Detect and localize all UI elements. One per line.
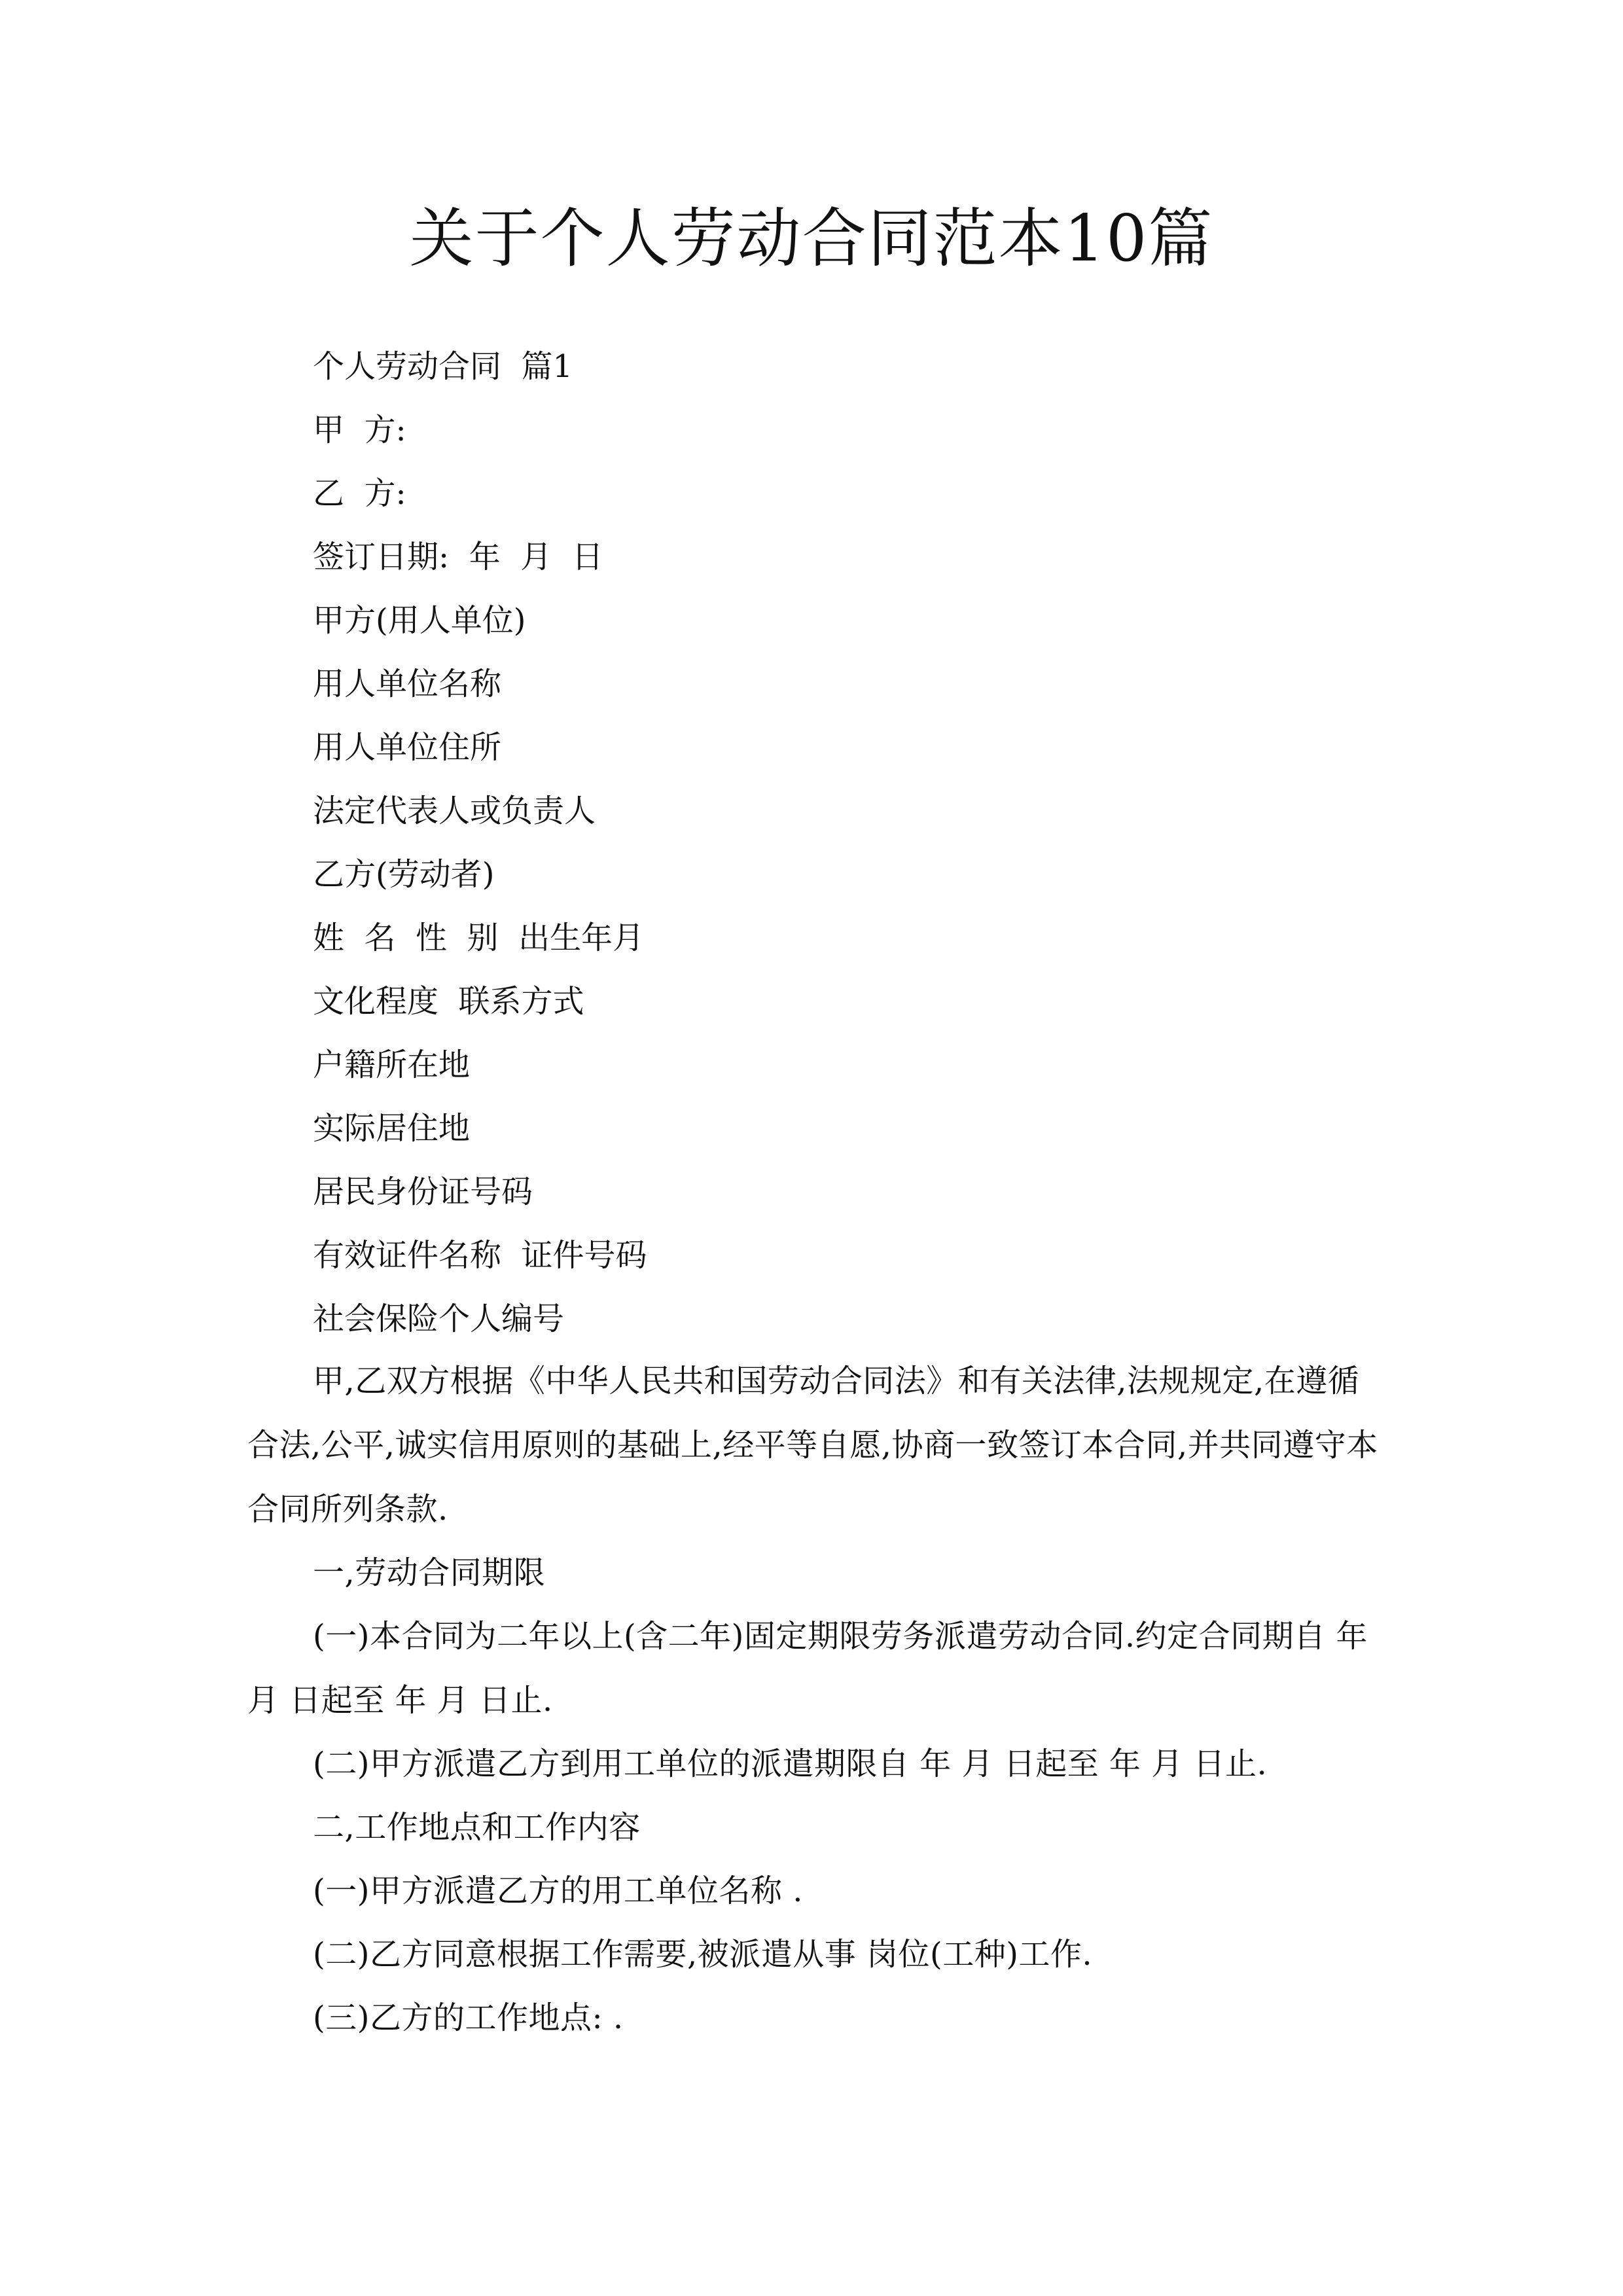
contract-preamble-paragraph: 甲,乙双方根据《中华人民共和国劳动合同法》和有关法律,法规规定,在遵循合法,公平,诚实信用原则的基础上,经平等自愿,协商一致签订本合同,并共同遵守本合同所列条款.	[247, 1363, 1378, 1528]
clause-paragraph: (二)乙方同意根据工作需要,被派遣从事 岗位(工种)工作.	[313, 1936, 1093, 1973]
party-b-line: 乙 方:	[313, 475, 406, 512]
id-number-line: 居民身份证号码	[313, 1174, 533, 1210]
social-insurance-line: 社会保险个人编号	[313, 1300, 565, 1337]
clause-paragraph: (一)甲方派遣乙方的用工单位名称 .	[313, 1873, 803, 1909]
clause-heading: 一,劳动合同期限	[313, 1554, 546, 1591]
clause-paragraph: (三)乙方的工作地点: .	[313, 2000, 624, 2036]
clause-paragraph: (一)本合同为二年以上(含二年)固定期限劳务派遣劳动合同.约定合同期自 年 月 日起至 年 月 日止.	[247, 1618, 1368, 1719]
household-registration-line: 户籍所在地	[313, 1047, 471, 1083]
name-gender-birth-line: 姓 名 性 别 出生年月	[313, 920, 645, 956]
clause-paragraph: (二)甲方派遣乙方到用工单位的派遣期限自 年 月 日起至 年 月 日止.	[313, 1746, 1268, 1782]
education-contact-line: 文化程度 联系方式	[313, 983, 584, 1020]
employer-address-line: 用人单位住所	[313, 729, 502, 766]
employee-heading: 乙方(劳动者)	[313, 856, 495, 893]
document-title: 关于个人劳动合同范本10篇	[409, 202, 1214, 276]
actual-residence-line: 实际居住地	[313, 1110, 471, 1147]
party-a-line: 甲 方:	[313, 412, 406, 448]
legal-representative-line: 法定代表人或负责人	[313, 793, 596, 829]
section-heading: 个人劳动合同 篇1	[313, 348, 573, 385]
employer-heading: 甲方(用人单位)	[313, 602, 526, 639]
signing-date-line: 签订日期: 年 月 日	[313, 539, 603, 575]
clause-heading: 二,工作地点和工作内容	[313, 1809, 641, 1846]
employer-name-line: 用人单位名称	[313, 666, 502, 702]
certificate-line: 有效证件名称 证件号码	[313, 1237, 647, 1274]
